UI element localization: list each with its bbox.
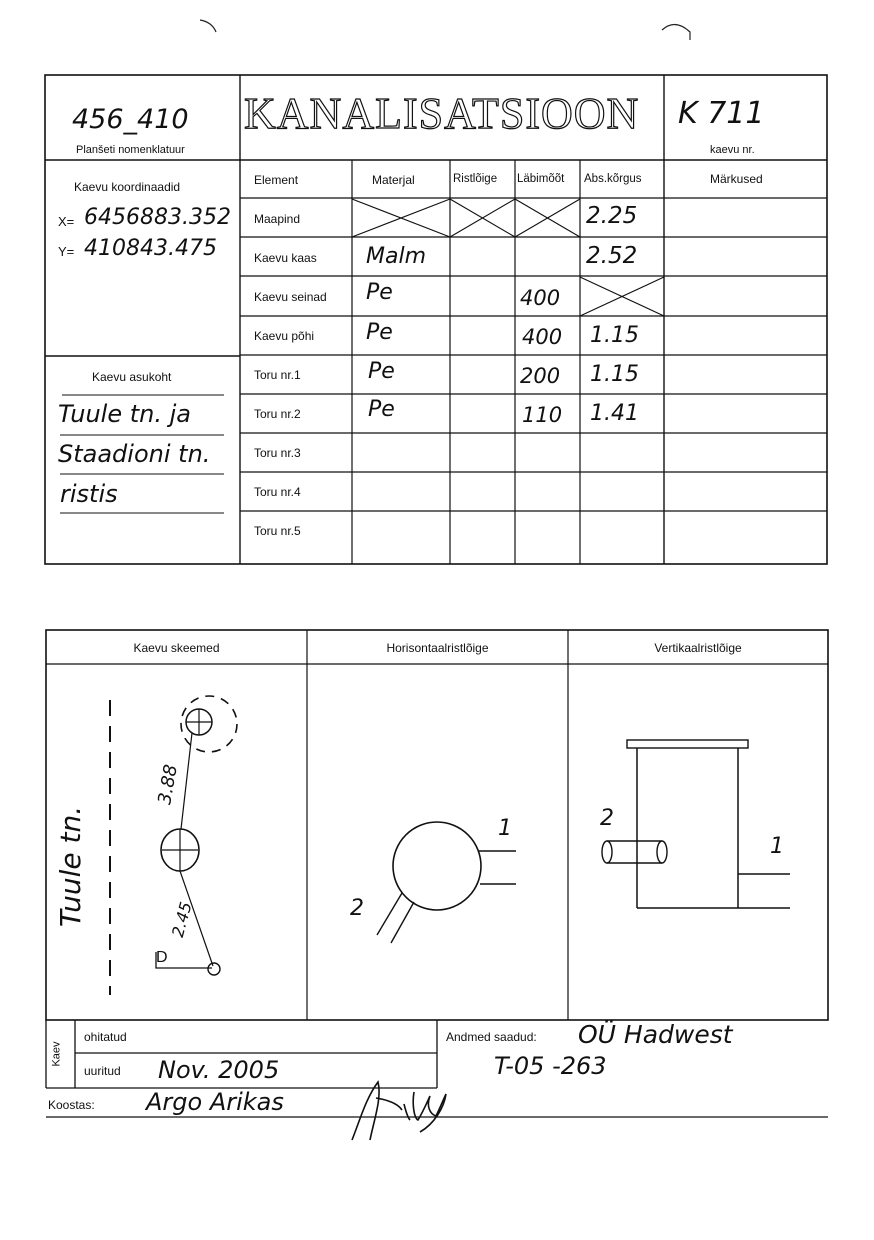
- x-prefix: X=: [58, 214, 75, 229]
- table-row-height: 1.41: [590, 401, 639, 426]
- table-row-element: Toru nr.5: [254, 524, 301, 538]
- horiz-pipe-1-label: 1: [498, 816, 512, 841]
- distance-label-1: 3.88: [154, 762, 182, 807]
- table-row-diameter: 400: [520, 286, 561, 310]
- well-number: K 711: [678, 96, 765, 131]
- header-material: Materjal: [372, 173, 415, 187]
- plansheet-label: Planšeti nomenklatuur: [76, 144, 185, 156]
- table-row-height: 1.15: [590, 362, 639, 387]
- horiz-pipe-2-label: 2: [350, 896, 364, 921]
- table-row-height: 2.52: [586, 243, 638, 269]
- location-line-3: ristis: [60, 480, 118, 508]
- vert-pipe-2-label: 2: [600, 806, 614, 831]
- header-element: Element: [254, 173, 299, 187]
- data-source-value: OÜ Hadwest: [578, 1020, 733, 1049]
- table-row-material: Pe: [368, 359, 395, 384]
- table-row-element: Toru nr.1: [254, 368, 301, 382]
- panel-title-horizontal: Horisontaalristlõige: [386, 641, 489, 655]
- author-label: Koostas:: [48, 1098, 95, 1112]
- plansheet-number: 456_410: [72, 104, 189, 135]
- location-line-1: Tuule tn. ja: [58, 400, 191, 428]
- table-row-diameter: 110: [522, 403, 563, 427]
- table-row-element: Maapind: [254, 212, 301, 226]
- page-title: KANALISATSIOON: [244, 89, 640, 138]
- planned-label: ohitatud: [84, 1030, 127, 1044]
- table-row-height: 2.25: [586, 203, 638, 229]
- location-label: Kaevu asukoht: [92, 370, 172, 384]
- marker-label: D: [156, 949, 168, 966]
- well-number-label: kaevu nr.: [710, 144, 755, 156]
- street-name-label: Tuule tn.: [54, 805, 88, 928]
- table-row-element: Toru nr.4: [254, 485, 301, 499]
- author-value: Argo Arikas: [146, 1088, 284, 1116]
- y-prefix: Y=: [58, 244, 75, 259]
- table-row-element: Kaevu kaas: [254, 251, 317, 265]
- table-row-material: Pe: [368, 397, 395, 422]
- coords-label: Kaevu koordinaadid: [74, 180, 181, 194]
- data-source-label: Andmed saadud:: [446, 1030, 537, 1044]
- table-row-height: 1.15: [590, 323, 639, 348]
- surveyed-label: uuritud: [84, 1064, 121, 1078]
- y-coordinate: 410843.475: [84, 236, 217, 261]
- header-diameter: Läbimõõt: [517, 173, 565, 185]
- table-row-element: Kaevu põhi: [254, 329, 315, 343]
- table-row-element: Toru nr.3: [254, 446, 301, 460]
- table-row-diameter: 400: [522, 325, 563, 349]
- table-row-diameter: 200: [520, 364, 561, 388]
- location-line-2: Staadioni tn.: [58, 440, 211, 468]
- table-row-element: Toru nr.2: [254, 407, 301, 421]
- data-source-code: T-05 -263: [494, 1052, 607, 1080]
- table-row-material: Pe: [366, 320, 393, 345]
- panel-title-schemes: Kaevu skeemed: [133, 641, 220, 655]
- distance-label-2: 2.45: [168, 899, 196, 940]
- header-cross-section: Ristlõige: [453, 173, 498, 185]
- table-row-element: Kaevu seinad: [254, 290, 327, 304]
- surveyed-value: Nov. 2005: [158, 1056, 280, 1084]
- header-remarks: Märkused: [710, 172, 763, 186]
- table-row-material: Malm: [366, 244, 427, 269]
- header-abs-height: Abs.kõrgus: [584, 173, 642, 185]
- signature-text: [350, 1093, 353, 1094]
- signature: [350, 1080, 450, 1140]
- footer-side-label: Kaev: [50, 1041, 63, 1067]
- x-coordinate: 6456883.352: [84, 205, 231, 230]
- vert-pipe-1-label: 1: [770, 834, 784, 859]
- panel-title-vertical: Vertikaalristlõige: [654, 641, 742, 655]
- table-row-material: Pe: [366, 280, 393, 305]
